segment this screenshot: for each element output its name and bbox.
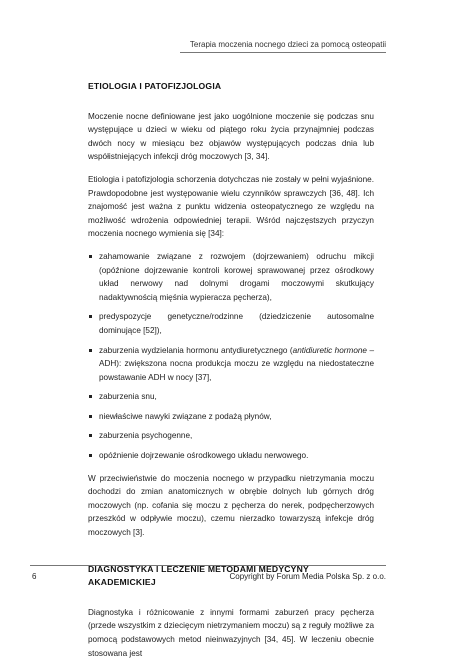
running-title: Terapia moczenia nocnego dzieci za pomocą osteopatii [189,40,386,49]
list-item: opóźnienie dojrzewanie ośrodkowego układu nerwowego. [88,449,374,463]
causes-list [88,250,374,463]
list-item-text: – ADH): zwiększona nocna produkcja moczu ze względu na niedostateczne powstawanie ADH w nocy [37], [99,345,374,382]
page-number: 6 [32,572,37,581]
list-item: niewłaściwe nawyki związane z podażą płynów, [88,410,374,424]
section-heading-etiology: ETIOLOGIA I PATOFIZJOLOGIA [88,81,222,91]
list-item: predyspozycje genetyczne/rodzinne (dziedziczenie autosomalne dominujące [52]), [88,310,374,337]
list-item: zaburzenia psychogenne, [88,429,374,443]
section-heading-diagnostics: DIAGNOSTYKA I LECZENIE METODAMI MEDYCYNY AKADEMICKIEJ [88,563,309,588]
footer-rule [30,565,386,566]
list-item-text: zaburzenia wydzielania hormonu antydiuretycznego ( [99,345,293,355]
paragraph-definition: Moczenie nocne definiowane jest jako uogólnione moczenie się podczas snu występujące u dzieci w wieku od piątego roku życia przynajmniej podczas dwóch nocy w miesiącu bez objawów występujących podczas dnia lub współistniejących infekcji dróg moczowych [3, 34]. [88,111,374,162]
header-rule [180,52,386,53]
paragraph-incontinence: W przeciwieństwie do moczenia nocnego w przypadku nietrzymania moczu dochodzi do zmian anatomicznych w obrębie dolnych lub górnych dróg moczowych (np. cofania się moczu z pęcherza do nerek, podpęcherzowych przeszkód w odpływie moczu), czemu nierzadko towarzyszą infekcje dróg moczowych [3]. [88,473,374,538]
list-item [88,344,374,385]
paragraph-diagnostics: Diagnostyka i różnicowanie z innymi formami zaburzeń pracy pęcherza (przede wszystkim z dziecięcym nietrzymaniem moczu) są z reguły możliwe za pomocą podstawowych metod nieinwazyjnych [34, 45]. W leczeniu obecnie stosowana jest [88,607,374,658]
list-item-emphasis: antidiuretic hormone [292,345,367,355]
copyright-notice: Copyright by Forum Media Polska Sp. z o.o. [229,572,386,581]
list-item: zahamowanie związane z rozwojem (dojrzewaniem) odruchu mikcji (opóźnione dojrzewanie kontroli korowej sprawowanej przez ośrodkowy układ nerwowy nad dolnymi drogami moczowymi skutkujący nadaktywnością mięśnia wypieracza pęcherza), [88,250,374,304]
list-item: zaburzenia snu, [88,390,374,404]
paragraph-etiology: Etiologia i patofizjologia schorzenia dotychczas nie zostały w pełni wyjaśnione. Prawdopodobne jest występowanie wielu czynników sprawczych [36, 48]. Ich znajomość jest ważna z punktu widzenia osteopatycznego ze względu na możliwość wdrożenia odpowiedniej terapii. Wśród najczęstszych przyczyn moczenia nocnego wymienia się [34]: [88,174,374,239]
